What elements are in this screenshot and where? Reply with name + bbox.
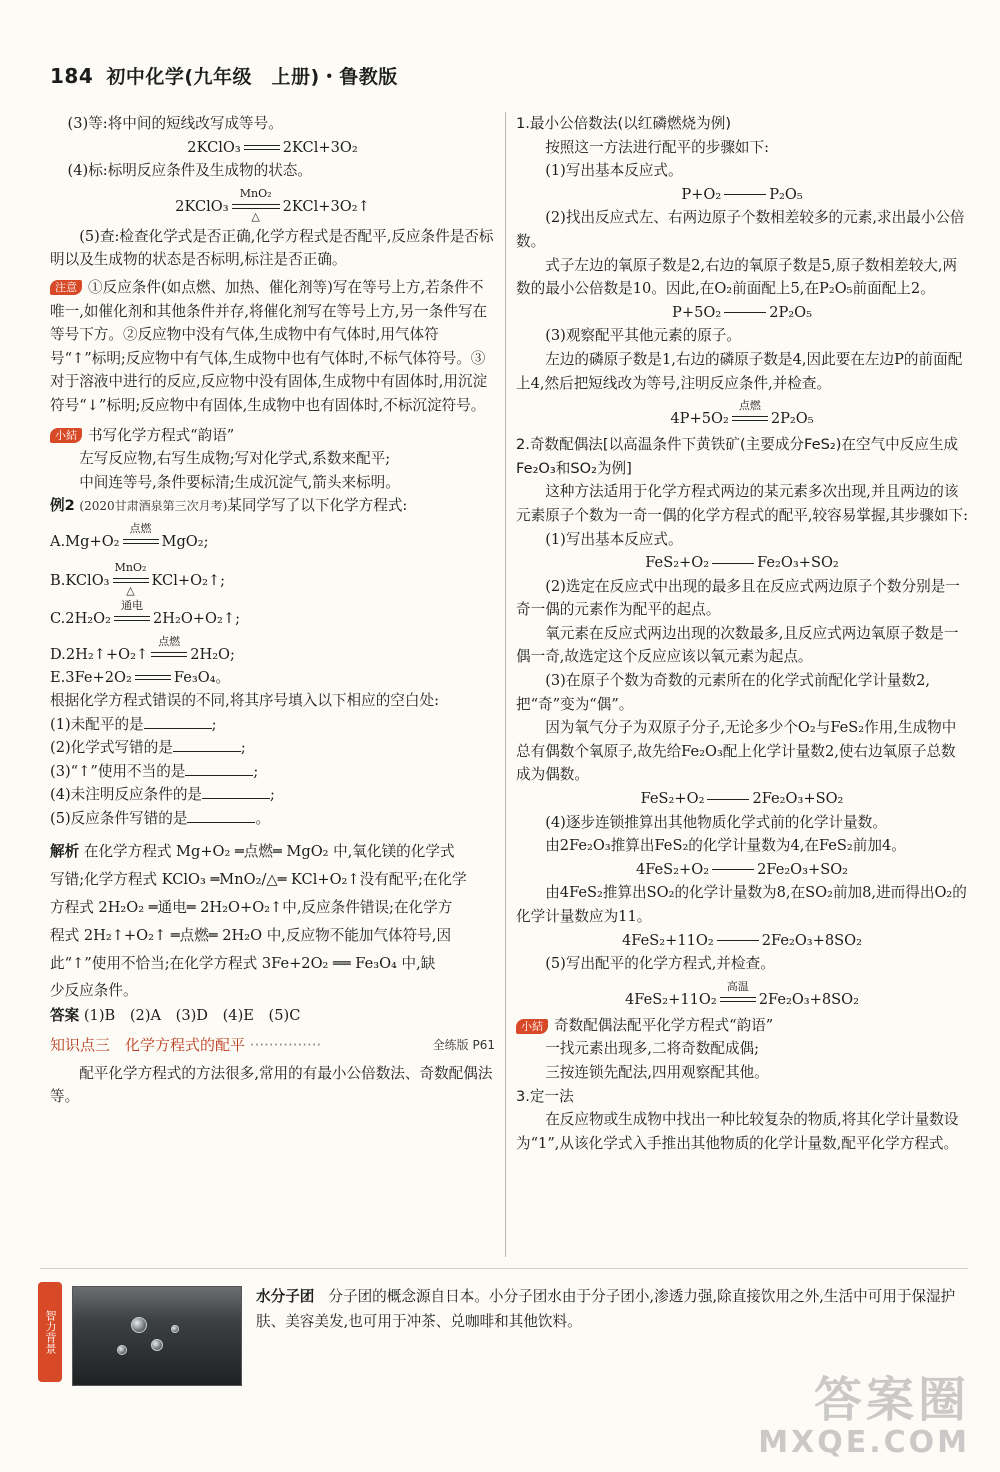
footer-body: 分子团的概念源自日本。小分子团水由于分子团小,渗透力强,除直接饮用之外,生活中可用于保湿护肤、美容美发,也可用于冲茶、兑咖啡和其他饮料。 bbox=[256, 1288, 956, 1330]
analysis-line: 少反应条件。 bbox=[50, 982, 138, 1000]
page-number: 184 bbox=[50, 64, 94, 88]
method-2-step3: (3)在原子个数为奇数的元素所在的化学式前配化学计量数2,把“奇”变为“偶”。 bbox=[516, 672, 931, 713]
condition-arrow: MnO₂ △ bbox=[232, 203, 280, 211]
example-source: (2020甘肃酒泉第三次月考) bbox=[79, 499, 228, 514]
watermark-line2: MXQE.COM bbox=[758, 1425, 970, 1460]
bubble-icon bbox=[131, 1317, 147, 1333]
method-1-equation3: 4P+5O₂ 点燃 2P₂O₅ bbox=[670, 399, 814, 428]
knowledge-point-heading: 知识点三 化学方程式的配平 ··············· 全练版 P61 bbox=[50, 1034, 495, 1058]
method-2-equation2: FeS₂+O₂ 2Fe₂O₃+SO₂ bbox=[640, 790, 844, 808]
example-heading bbox=[50, 494, 495, 519]
answer-blank bbox=[187, 808, 255, 823]
right-column bbox=[516, 112, 968, 1155]
method-1-step1: (1)写出基本反应式。 bbox=[545, 162, 683, 180]
tip-line: 左写反应物,右写生成物;写对化学式,系数来配平; bbox=[79, 450, 391, 468]
watermark-line1: 答案圈 bbox=[813, 1372, 970, 1428]
question-text: 根据化学方程式错误的不同,将其序号填入以下相应的空白处: bbox=[50, 691, 439, 709]
blank-3: (3)“↑”使用不当的是 ; bbox=[50, 762, 259, 780]
answer-blank bbox=[144, 714, 212, 729]
method-2-step1: (1)写出基本反应式。 bbox=[545, 530, 683, 548]
method-2-step5: (5)写出配平的化学方程式,并检查。 bbox=[545, 955, 775, 973]
tip-tag: 小結 bbox=[50, 428, 82, 443]
left-column bbox=[50, 112, 495, 1109]
method-2-equation5: 4FeS₂+11O₂ 高温 2Fe₂O₃+8SO₂ bbox=[625, 979, 859, 1008]
column-divider bbox=[505, 112, 506, 1257]
method-2-title: 2.奇数配偶法[以高温条件下黄铁矿(主要成分FeS₂)在空气中反应生成Fe₂O₃和SO₂为例] bbox=[516, 436, 959, 477]
method-2-step4-detail2: 由4FeS₂推算出SO₂的化学计量数为8,在SO₂前加8,进而得出O₂的化学计量数应为11。 bbox=[516, 884, 967, 925]
method-2-step4: (4)逐步连锁推算出其他物质化学式前的化学计量数。 bbox=[545, 813, 887, 831]
method-1-step3: (3)观察配平其他元素的原子。 bbox=[545, 327, 741, 345]
footer-text bbox=[256, 1284, 966, 1334]
knowledge-point-text: 配平化学方程式的方法很多,常用的有最小公倍数法、奇数配偶法等。 bbox=[50, 1064, 493, 1106]
bubble-icon bbox=[171, 1325, 179, 1333]
option-d: D.2H₂↑+O₂↑ 点燃 2H₂O; bbox=[50, 634, 235, 663]
method-1-step3-detail: 左边的磷原子数是1,右边的磷原子数是4,因此要在左边P的前面配上4,然后把短线改为等号,注明反应条件,并检查。 bbox=[516, 350, 963, 392]
note-block bbox=[50, 276, 495, 418]
method-1-step2: (2)找出反应式左、右两边原子个数相差较多的元素,求出最小公倍数。 bbox=[516, 209, 965, 250]
answer-label: 答案 bbox=[50, 1007, 80, 1025]
equation-step4: 2KClO₃ MnO₂ △ 2KCl+3O₂↑ bbox=[175, 186, 370, 223]
water-bubbles-image bbox=[72, 1286, 242, 1386]
option-b: B.KClO₃ MnO₂ △ KCl+O₂↑; bbox=[50, 560, 226, 597]
analysis-line: 写错;化学方程式 KClO₃ ═MnO₂/△═ KCl+O₂↑没有配平;在化学 bbox=[50, 871, 467, 889]
knowledge-point-title: 知识点三 化学方程式的配平 bbox=[50, 1036, 246, 1055]
tip-tag: 小結 bbox=[516, 1019, 548, 1034]
equals-sign bbox=[244, 144, 280, 152]
note-text: ①反应条件(如点燃、加热、催化剂等)写在等号上方,若条件不唯一,如催化剂和其他条件并存,将催化剂写在等号上方,另一条件写在等号下方。②反应物中没有气体,生成物中有气体时,用气体符号“↑”标明;反应物中有气体,生成物中也有气体时,不标气体符号。③对于溶液中进行的反应,反应物中没有固体,生成物中有固体时,用沉淀符号“↓”标明;反应物中有固体,生成物中也有固体时,不标沉淀符号。 bbox=[50, 278, 488, 414]
footer-title: 水分子团 bbox=[256, 1288, 315, 1305]
method-1-equation1: P+O₂ P₂O₅ bbox=[681, 185, 803, 203]
tip-line: 中间连等号,条件要标清;生成沉淀气,箭头来标明。 bbox=[79, 473, 400, 491]
tip-block-2 bbox=[516, 1014, 968, 1038]
knowledge-point-ref: 全练版 P61 bbox=[432, 1038, 495, 1053]
answer-blank bbox=[202, 784, 270, 799]
method-2-intro: 这种方法适用于化学方程式两边的某元素多次出现,并且两边的该元素原子个数为一奇一偶的化学方程式的配平,较容易掌握,其步骤如下: bbox=[516, 483, 969, 524]
analysis-line: 此“↑”使用不恰当;在化学方程式 3Fe+2O₂ ══ Fe₃O₄ 中,缺 bbox=[50, 955, 436, 973]
footer-tab: 智力背景 bbox=[38, 1282, 62, 1382]
answer-block bbox=[50, 1004, 495, 1028]
tip-line: 一找元素出现多,二将奇数配成偶; bbox=[545, 1040, 760, 1058]
blank-4: (4)未注明反应条件的是 ; bbox=[50, 786, 275, 804]
book-title: 初中化学(九年级 上册)・鲁教版 bbox=[106, 66, 398, 88]
analysis-line: 程式 2H₂↑+O₂↑ ═点燃═ 2H₂O 中,反应物不能加气体符号,因 bbox=[50, 927, 452, 945]
tip-line: 三按连锁先配法,四用观察配其他。 bbox=[545, 1063, 769, 1081]
example-label: 例2 bbox=[50, 497, 75, 515]
method-2-step2: (2)选定在反应式中出现的最多且在反应式两边原子个数分别是一奇一偶的元素作为配平的起点。 bbox=[516, 577, 960, 619]
method-2-equation1: FeS₂+O₂ Fe₂O₃+SO₂ bbox=[645, 554, 839, 572]
answer-blank bbox=[185, 761, 253, 776]
option-e: E.3Fe+2O₂ Fe₃O₄。 bbox=[50, 668, 231, 686]
method-1-title: 1.最小公倍数法(以红磷燃烧为例) bbox=[516, 115, 732, 132]
method-3-text: 在反应物或生成物中找出一种比较复杂的物质,将其化学计量数设为“1”,从该化学式入手推出其他物质的化学计量数,配平化学方程式。 bbox=[516, 1111, 959, 1152]
analysis-line: 方程式 2H₂O₂ ═通电═ 2H₂O+O₂↑中,反应条件错误;在化学方 bbox=[50, 899, 453, 917]
page-header bbox=[50, 62, 398, 89]
bubble-icon bbox=[117, 1345, 127, 1355]
blank-2: (2)化学式写错的是 ; bbox=[50, 739, 246, 757]
blank-5: (5)反应条件写错的是 。 bbox=[50, 809, 271, 827]
method-1-intro: 按照这一方法进行配平的步骤如下: bbox=[545, 138, 770, 156]
method-2-step3-detail: 因为氧气分子为双原子分子,无论多少个O₂与FeS₂作用,生成物中总有偶数个氧原子,故先给Fe₂O₃配上化学计量数2,使右边氧原子总数成为偶数。 bbox=[516, 719, 957, 784]
method-1-step2-detail: 式子左边的氧原子数是2,右边的氧原子数是5,原子数相差较大,两数的最小公倍数是10。因此,在O₂前面配上5,在P₂O₅前面配上2。 bbox=[516, 256, 958, 298]
method-1-equation2: P+5O₂ 2P₂O₅ bbox=[672, 303, 812, 321]
method-2-equation4: 4FeS₂+11O₂ 2Fe₂O₃+8SO₂ bbox=[622, 931, 862, 949]
tip-title: 书写化学方程式“韵语” bbox=[88, 426, 235, 444]
step-5: (5)查:检查化学式是否正确,化学方程式是否配平,反应条件是否标明以及生成物的状态是否标明,标注是否正确。 bbox=[50, 227, 494, 269]
equation-step3: 2KClO₃ 2KCl+3O₂ bbox=[187, 138, 358, 156]
answer-blank bbox=[173, 737, 241, 752]
analysis-block: 解析 在化学方程式 Mg+O₂ ═点燃═ MgO₂ 中,氧化镁的化学式 bbox=[50, 843, 455, 861]
method-2-equation3: 4FeS₂+O₂ 2Fe₂O₃+SO₂ bbox=[635, 860, 849, 878]
example-text: 某同学写了以下化学方程式: bbox=[227, 497, 408, 515]
tip-title: 奇数配偶法配平化学方程式“韵语” bbox=[554, 1016, 774, 1034]
step-3: (3)等:将中间的短线改写成等号。 bbox=[67, 115, 283, 132]
step-4: (4)标:标明反应条件及生成物的状态。 bbox=[67, 162, 313, 180]
method-2-step2-detail: 氧元素在反应式两边出现的次数最多,且反应式两边氧原子数是一偶一奇,故选定这个反应应该以氧元素为起点。 bbox=[516, 624, 959, 666]
method-2-step4-detail: 由2Fe₂O₃推算出FeS₂的化学计量数为4,在FeS₂前加4。 bbox=[545, 837, 906, 855]
watermark bbox=[758, 1374, 970, 1460]
analysis-label: 解析 bbox=[50, 843, 80, 861]
answer-text: (1)B (2)A (3)D (4)E (5)C bbox=[83, 1007, 301, 1025]
option-c: C.2H₂O₂ 通电 2H₂O+O₂↑; bbox=[50, 598, 240, 627]
bubble-icon bbox=[151, 1339, 163, 1351]
blank-1: (1)未配平的是 ; bbox=[50, 715, 217, 733]
tip-block bbox=[50, 424, 495, 448]
footer-divider bbox=[40, 1268, 968, 1269]
option-a: A.Mg+O₂ 点燃 MgO₂; bbox=[50, 521, 209, 550]
note-tag: 注意 bbox=[50, 280, 82, 295]
method-3-title: 3.定一法 bbox=[516, 1087, 574, 1105]
